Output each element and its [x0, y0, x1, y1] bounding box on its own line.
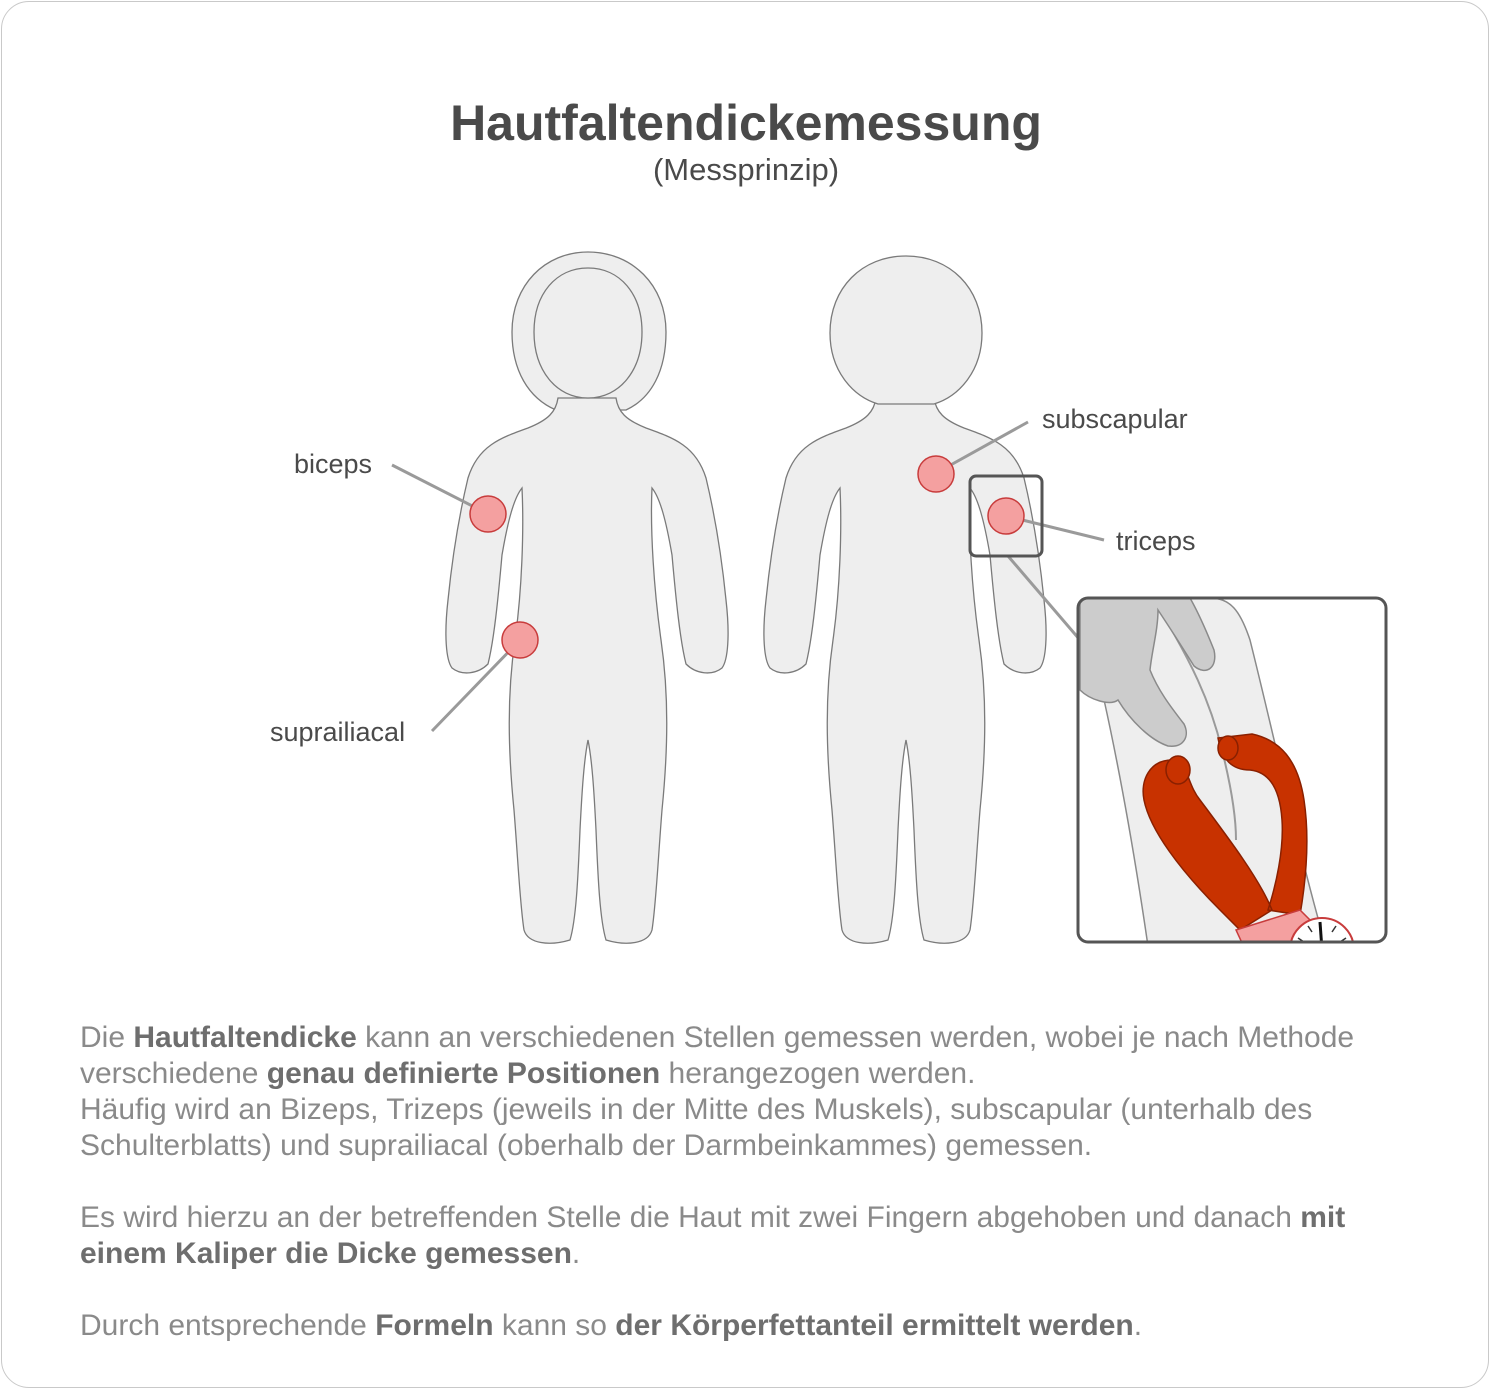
- triceps-marker: [988, 498, 1024, 534]
- description-paragraph: [80, 1020, 1440, 1164]
- text-segment: kann so: [493, 1309, 616, 1342]
- back-head: [830, 256, 982, 404]
- label-suprailiacal: suprailiacal: [270, 717, 406, 747]
- text-segment: .: [1133, 1309, 1143, 1342]
- emphasized-text: Hautfaltendicke: [133, 1021, 357, 1054]
- text-segment: kann an verschiedenen Stellen gemessen werden, wobei je nach Methode verschiedene: [80, 1021, 1355, 1090]
- emphasized-text: Formeln: [375, 1309, 494, 1342]
- page-subtitle: (Messprinzip): [652, 152, 840, 187]
- caliper-dial: [1290, 918, 1354, 982]
- caliper-tip-left: [1166, 756, 1190, 784]
- page-title: Hautfaltendickemessung: [450, 95, 1042, 151]
- subscapular-marker: [918, 456, 954, 492]
- front-body: [446, 398, 728, 943]
- label-triceps: triceps: [1116, 526, 1196, 556]
- text-segment: Es wird hierzu an der betreffenden Stelle die Haut mit zwei Fingern abgehoben und danach: [80, 1201, 1301, 1234]
- caliper-tip-right: [1218, 736, 1238, 760]
- emphasized-text: der Körperfettanteil ermittelt werden: [615, 1309, 1134, 1342]
- front-face: [534, 268, 642, 398]
- description-text: [80, 1020, 1440, 1380]
- description-paragraph: [80, 1200, 1440, 1272]
- text-segment: Häufig wird an Bizeps, Trizeps (jeweils in der Mitte des Muskels), subscapular (unterhalb des Schulterblatts) und suprailiacal (oberhalb der Darmbeinkammes) gemessen.: [80, 1093, 1313, 1162]
- biceps-marker: [470, 496, 506, 532]
- label-biceps: biceps: [294, 449, 373, 479]
- emphasized-text: mit einem Kaliper die Dicke gemessen: [80, 1201, 1346, 1270]
- front-body-figure: [446, 252, 728, 943]
- text-segment: Die: [80, 1021, 134, 1054]
- text-segment: .: [571, 1237, 581, 1270]
- back-body: [764, 398, 1046, 943]
- back-body-figure: [764, 256, 1046, 943]
- text-segment: herangezogen werden.: [660, 1057, 976, 1090]
- emphasized-text: genau definierte Positionen: [266, 1057, 661, 1090]
- description-paragraph: [80, 1308, 1440, 1344]
- dial-needle: [1320, 922, 1322, 950]
- label-subscapular: subscapular: [1042, 404, 1188, 434]
- suprailiacal-marker: [502, 622, 538, 658]
- caliper-inset: [1078, 598, 1386, 982]
- text-segment: Durch entsprechende: [80, 1309, 376, 1342]
